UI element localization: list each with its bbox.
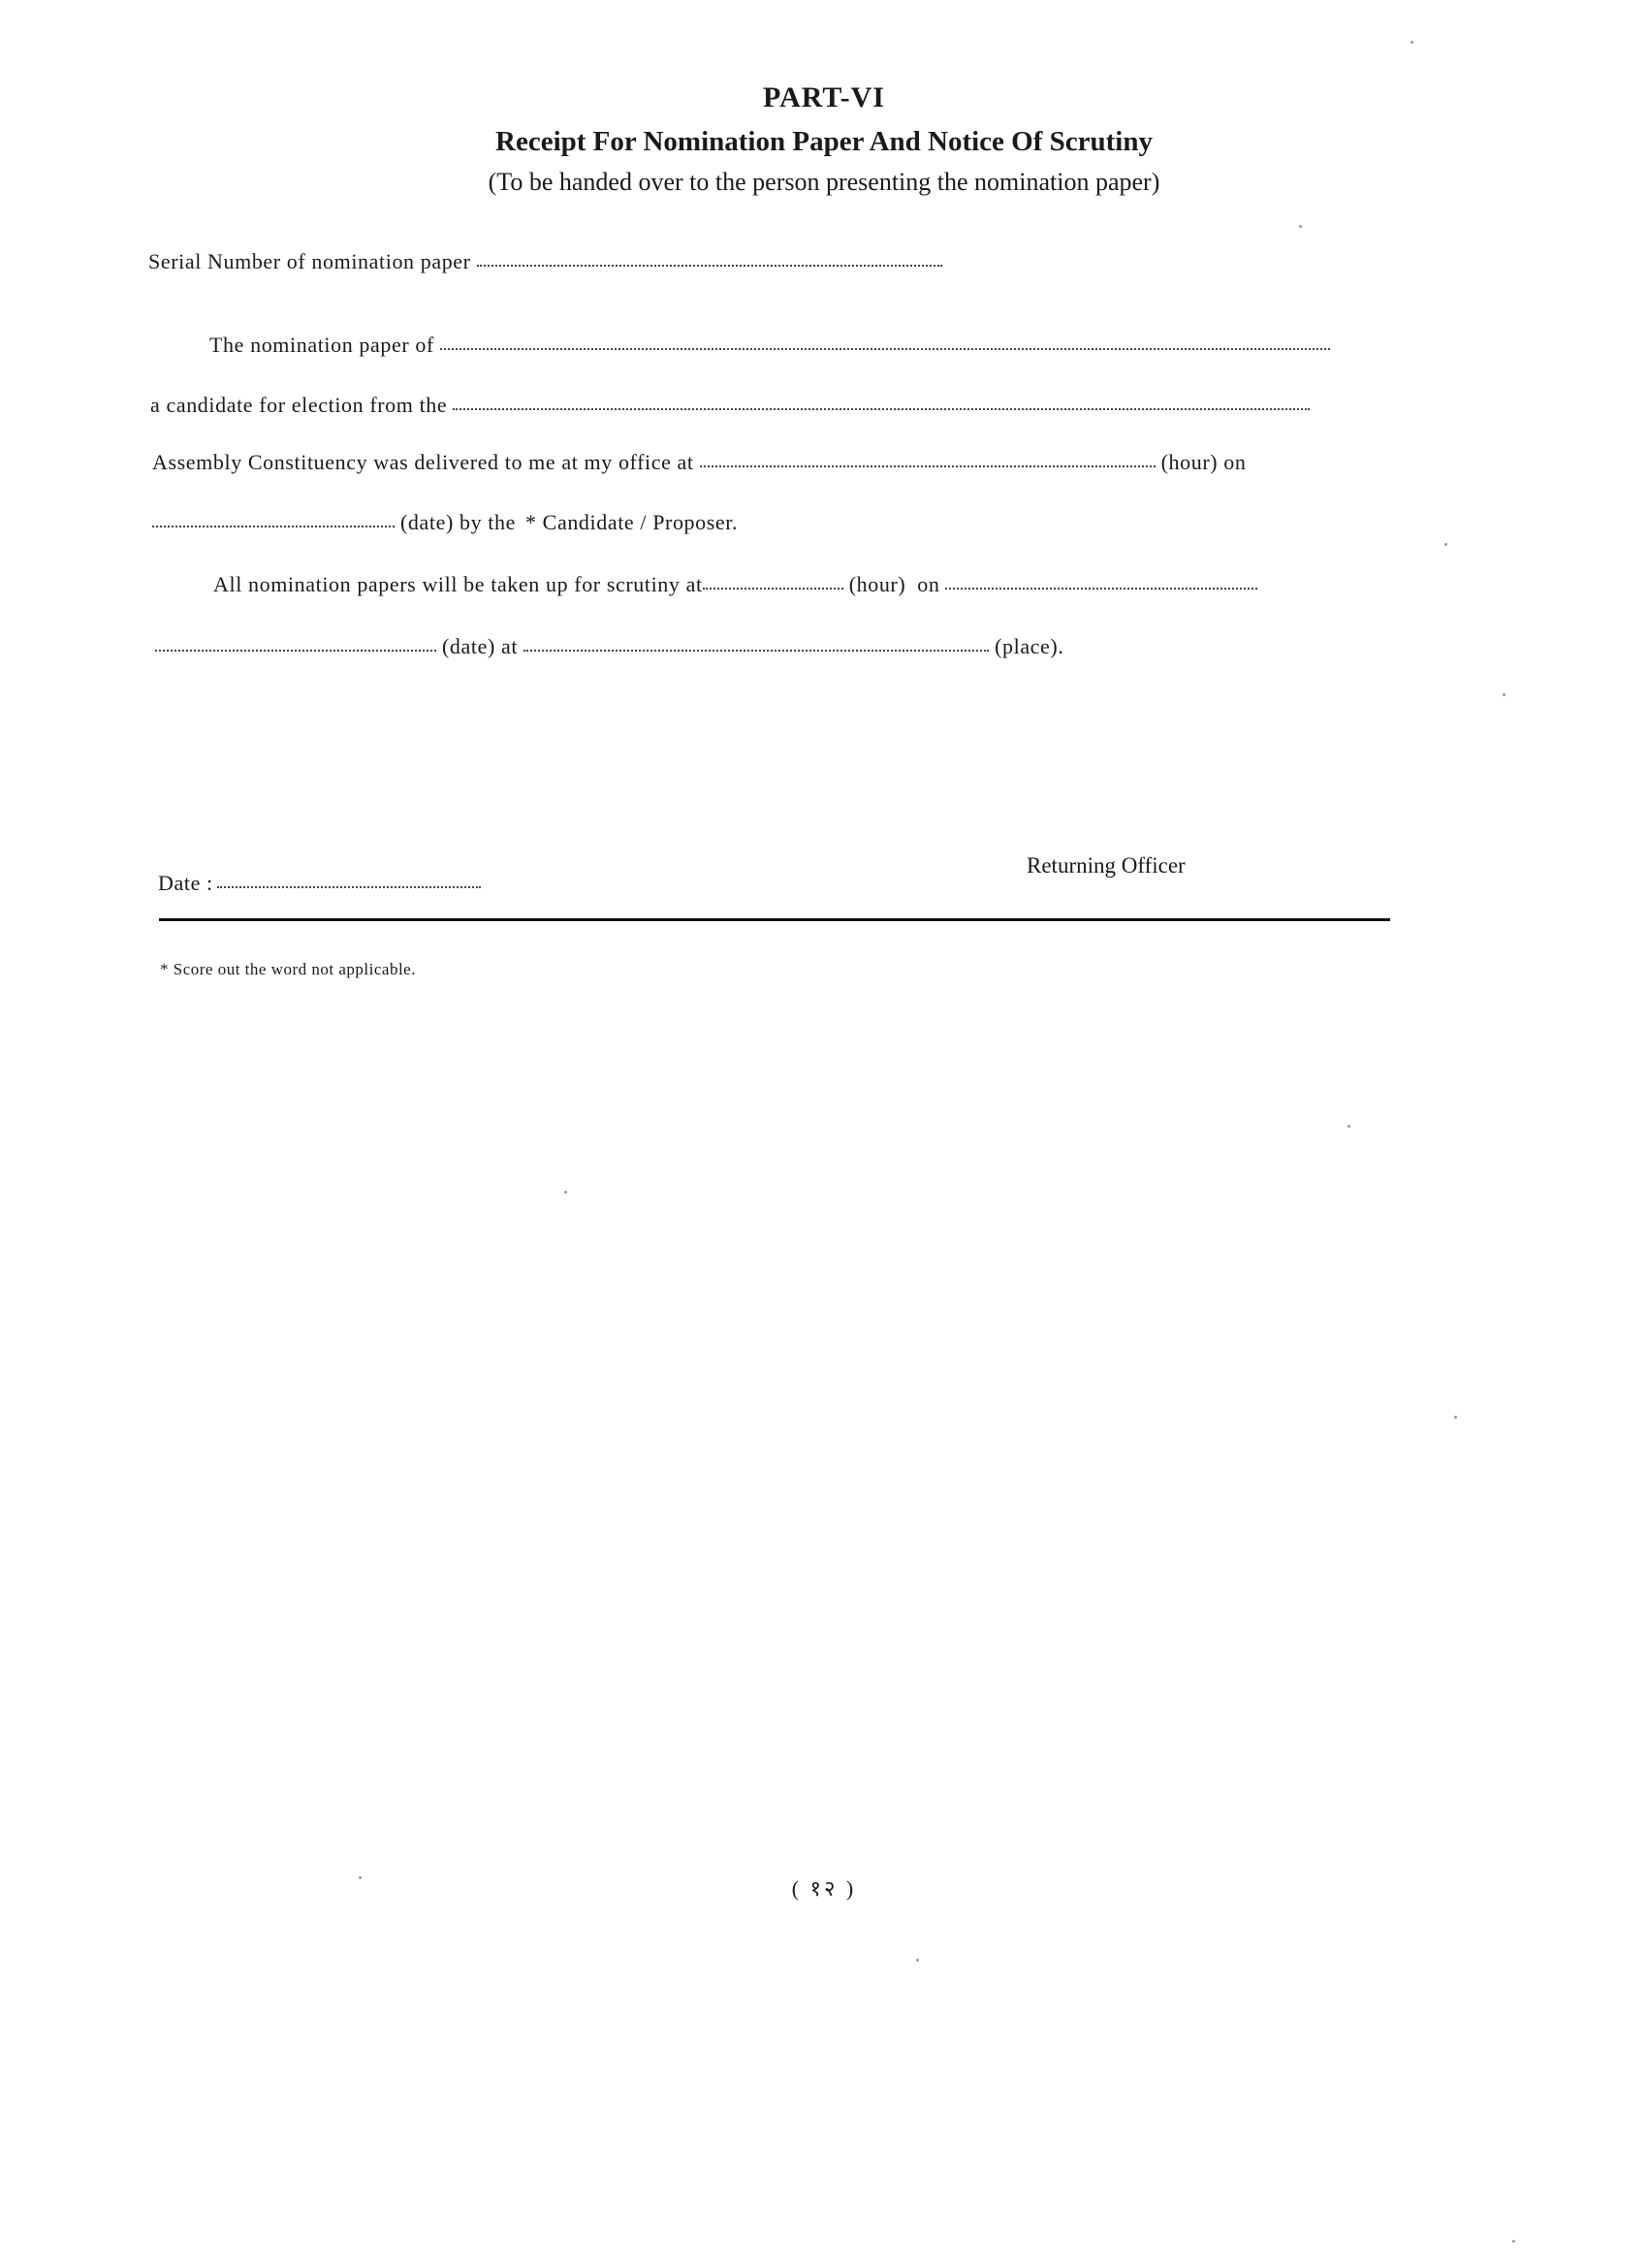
scrutiny-date-field-1[interactable] [945, 587, 1257, 590]
date-label: Date : [158, 871, 213, 895]
scan-speck [1503, 693, 1505, 696]
candidate-from-row [150, 393, 1315, 418]
scrutiny-row [213, 572, 1263, 597]
place-label: (place). [995, 634, 1064, 658]
scrutiny-place-field[interactable] [523, 649, 989, 652]
nominee-name-field[interactable] [440, 347, 1330, 350]
candidate-proposer-label: * Candidate / Proposer. [524, 510, 739, 534]
nomination-of-label: The nomination paper of [209, 333, 434, 357]
delivery-hour-field[interactable] [700, 464, 1156, 467]
constituency-field[interactable] [453, 407, 1310, 410]
delivery-date-row [152, 510, 738, 535]
scan-speck [564, 1191, 567, 1194]
date-by-label: (date) by the [400, 510, 516, 534]
date-row [158, 871, 487, 896]
scrutiny-label: All nomination papers will be taken up for scrutiny at [213, 572, 703, 596]
scrutiny-date-field-2[interactable] [155, 649, 436, 652]
candidate-from-label: a candidate for election from the [150, 393, 448, 417]
form-subtitle: (To be handed over to the person presenting the nomination paper) [488, 168, 1160, 196]
scan-speck [1444, 543, 1447, 546]
part-heading: PART-VI [763, 81, 885, 113]
returning-officer-label: Returning Officer [1027, 853, 1186, 878]
page-number: ( १२ ) [791, 1876, 857, 1901]
footnote: * Score out the word not applicable. [160, 960, 416, 978]
divider [159, 918, 1390, 921]
scan-speck [1410, 41, 1413, 44]
nomination-of-row [209, 333, 1336, 358]
scan-speck [1299, 225, 1302, 228]
scrutiny-place-row [155, 634, 1063, 659]
scan-speck [1454, 1416, 1457, 1419]
hour-label: (hour) [848, 572, 906, 596]
assembly-label: Assembly Constituency was delivered to me at my office at [152, 450, 694, 474]
delivery-date-field[interactable] [152, 525, 395, 527]
assembly-row [152, 450, 1247, 475]
scan-speck [1512, 2240, 1515, 2243]
scan-speck [916, 1959, 919, 1962]
serial-number-row [148, 249, 948, 274]
hour-on-label: (hour) on [1160, 450, 1247, 474]
scan-speck [359, 1876, 362, 1879]
date-at-label: (date) at [442, 634, 519, 658]
on-label: on [917, 572, 940, 596]
scrutiny-hour-field[interactable] [703, 587, 843, 590]
serial-number-label: Serial Number of nomination paper [148, 249, 471, 273]
signature-date-field[interactable] [217, 885, 481, 888]
form-title: Receipt For Nomination Paper And Notice Of Scrutiny [495, 126, 1153, 157]
scan-speck [1347, 1125, 1350, 1128]
serial-number-field[interactable] [477, 264, 942, 267]
